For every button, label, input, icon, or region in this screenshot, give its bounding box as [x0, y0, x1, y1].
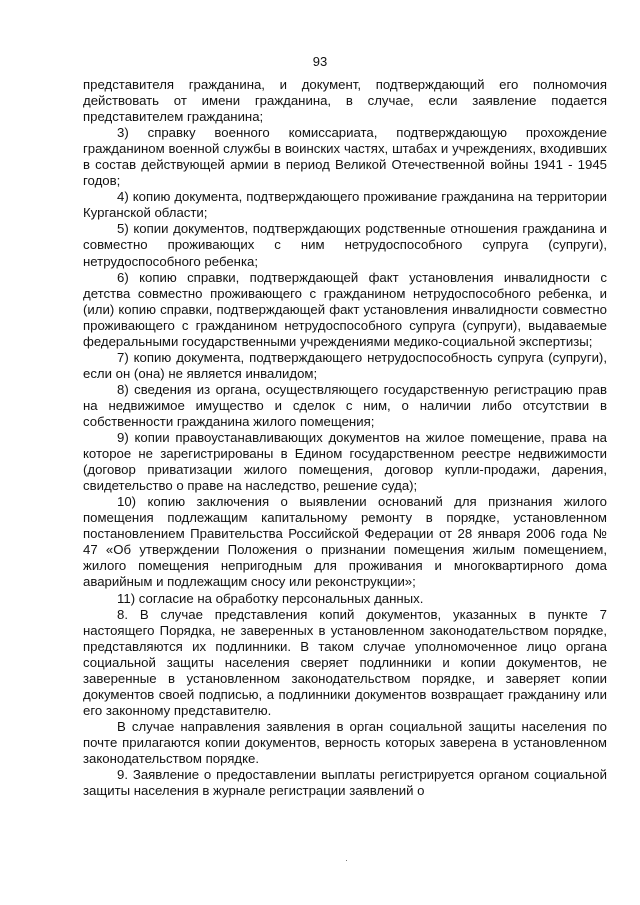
- paragraph-item-5: 5) копии документов, подтверждающих родственные отношения гражданина и совместно проживающих с ним нетрудоспособного супруга (супруги), нетрудоспособного ребенка;: [83, 221, 607, 269]
- paragraph-item-8: 8) сведения из органа, осуществляющего государственную регистрацию прав на недвижимое имущество и сделок с ним, о наличии либо отсутствии в собственности гражданина жилого помещения;: [83, 381, 607, 429]
- paragraph-item-4: 4) копию документа, подтверждающего проживание гражданина на территории Курганской области;: [83, 189, 607, 221]
- paragraph-item-9: 9) копии правоустанавливающих документов на жилое помещение, права на которое не зарегистрированы в Едином государственном реестре недвижимости (договор приватизации жилого помещения, договор купли-продажи, дарения, свидетельство о праве на наследство, решение суда);: [83, 430, 607, 494]
- paragraph-clause-9: 9. Заявление о предоставлении выплаты регистрируется органом социальной защиты населения в журнале регистрации заявлений о: [83, 767, 607, 799]
- paragraph-item-11: 11) согласие на обработку персональных данных.: [117, 590, 424, 606]
- paragraph-item-10: 10) копию заключения о выявлении оснований для признания жилого помещения подлежащим капитальному ремонту в порядке, установленном постановлением Правительства Российской Федерации от 28 января 2006 года № 47 «Об утверждении Положения о признании помещения жилым помещением, жилого помещения непригодным для проживания и многоквартирного дома аварийным и подлежащим сносу или реконструкции»;: [83, 494, 607, 590]
- paragraph-mail-submission: В случае направления заявления в орган социальной защиты населения по почте прилагаются копии документов, верность которых заверена в установленном законодательством порядке.: [83, 718, 607, 766]
- paragraph-item-6: 6) копию справки, подтверждающей факт установления инвалидности с детства совместно проживающего с гражданином нетрудоспособного ребенка, и (или) копию справки, подтверждающей факт установления инвалидности совместно проживающего с гражданином нетрудоспособного супруга (супруги), выдаваемые федеральными государственными учреждениями медико-социальной экспертизы;: [83, 269, 607, 349]
- page-number: 93: [312, 54, 328, 69]
- scan-speck: [346, 860, 347, 861]
- paragraph-continuation: представителя гражданина, и документ, подтверждающий его полномочия действовать от имени гражданина, в случае, если заявление подается представителем гражданина;: [83, 77, 607, 125]
- paragraph-item-3: 3) справку военного комиссариата, подтверждающую прохождение гражданином военной службы в воинских частях, штабах и учреждениях, входивших в состав действующей армии в период Великой Отечественной войны 1941 - 1945 годов;: [83, 125, 607, 189]
- paragraph-clause-8: 8. В случае представления копий документов, указанных в пункте 7 настоящего Порядка, не заверенных в установленном законодательством порядке, представляются их подлинники. В таком случае уполномоченное лицо органа социальной защиты населения сверяет подлинники и копии документов, не заверенные в установленном законодательством порядке, и заверяет копии документов своей подписью, а подлинники документов возвращает гражданину или его законному представителю.: [83, 606, 607, 718]
- paragraph-item-7: 7) копию документа, подтверждающего нетрудоспособность супруга (супруги), если он (она) не является инвалидом;: [83, 349, 607, 381]
- document-body: [83, 77, 607, 799]
